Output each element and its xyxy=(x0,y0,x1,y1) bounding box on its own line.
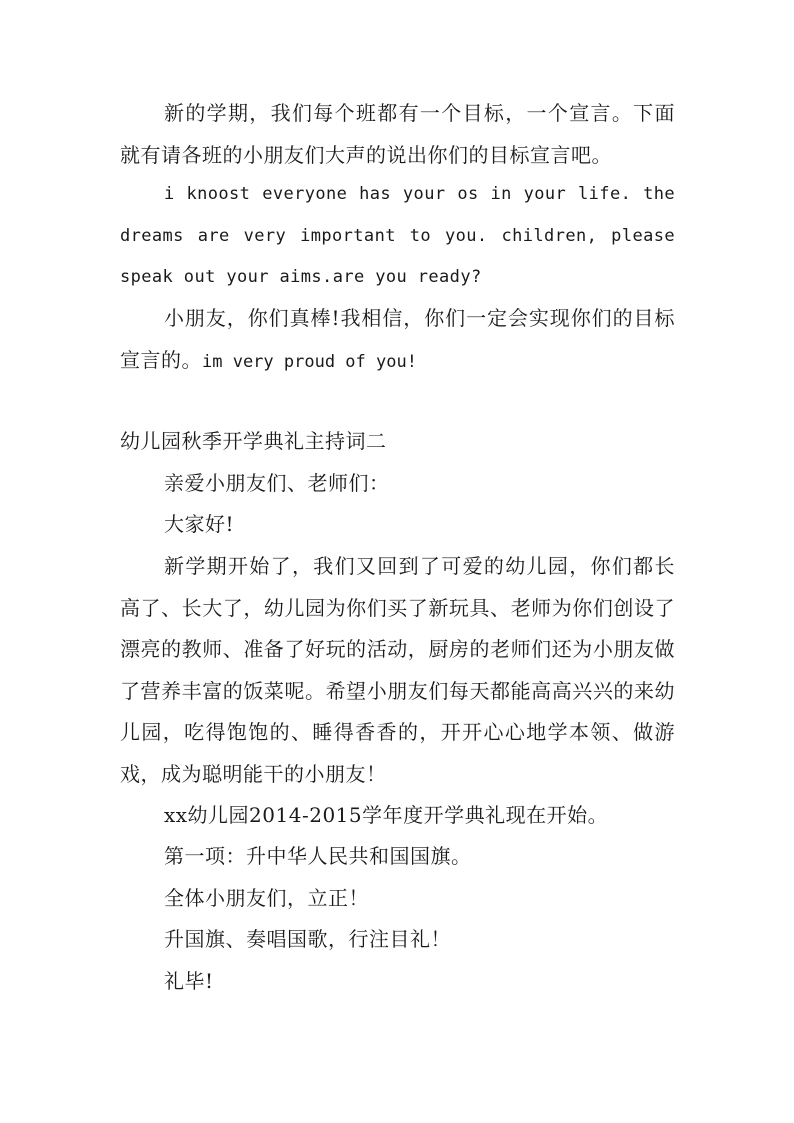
paragraph-item-one: 第一项：升中华人民共和国国旗。 xyxy=(164,844,472,868)
paragraph-flag-raising: 升国旗、奏唱国歌，行注目礼！ xyxy=(164,927,451,951)
paragraph-english-dreams: i knoost everyone has your os in your life. the dreams are very important to you. children, please speak out your aims.are you ready? xyxy=(120,184,675,287)
paragraph-attention: 全体小朋友们，立正！ xyxy=(164,886,369,910)
section-heading: 幼儿园秋季开学典礼主持词二 xyxy=(120,429,387,453)
paragraph-class-goals: 新的学期，我们每个班都有一个目标，一个宣言。下面就有请各班的小朋友们大声的说出你们的目标宣言吧。 xyxy=(120,101,675,167)
paragraph-praise xyxy=(120,298,675,383)
paragraph-new-semester: 新学期开始了，我们又回到了可爱的幼儿园，你们都长高了、长大了，幼儿园为你们买了新玩具、老师为你们创设了漂亮的教师、准备了好玩的活动，厨房的老师们还为小朋友做了营养丰富的饭菜呢。希望小朋友们每天都能高高兴兴的来幼儿园，吃得饱饱的、睡得香香的，开开心心地学本领、做游戏，成为聪明能干的小朋友！ xyxy=(120,554,675,786)
paragraph-praise-cn: 小朋友，你们真棒!我相信，你们一定会实现你们的目标宣言的。 xyxy=(120,306,675,372)
paragraph-salute-end: 礼毕! xyxy=(164,969,214,993)
greeting-hello: 大家好! xyxy=(164,512,235,536)
paragraph-praise-en: im very proud of you! xyxy=(202,351,417,372)
greeting-salutation: 亲爱小朋友们、老师们： xyxy=(164,471,390,495)
paragraph-ceremony-start: xx幼儿园2014-2015学年度开学典礼现在开始。 xyxy=(164,803,609,827)
